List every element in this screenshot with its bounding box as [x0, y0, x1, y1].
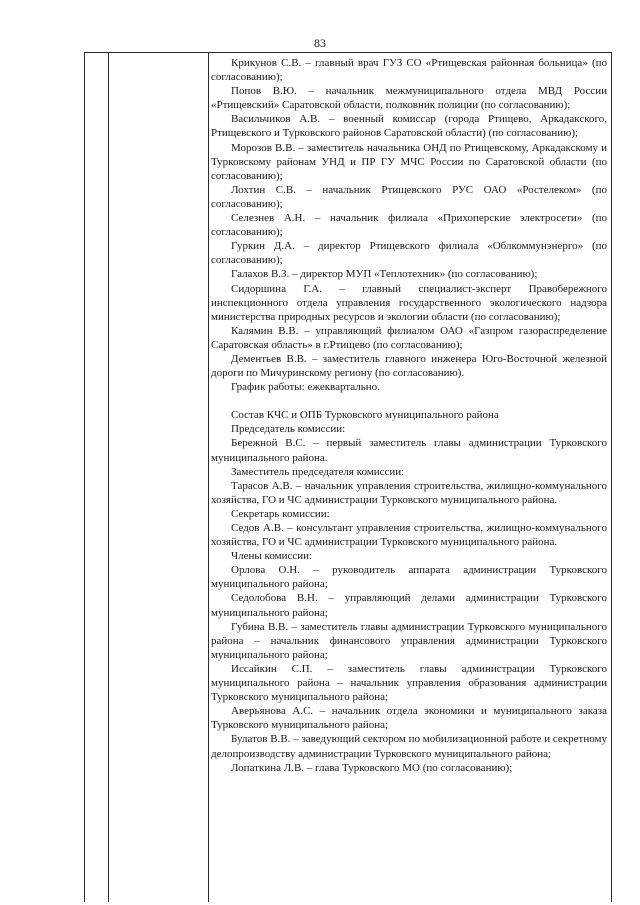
paragraph: Седов А.В. – консультант управления строительства, жилищно-коммунального хозяйства, ГО и ЧС администрации Турковского муниципального района.: [211, 522, 607, 549]
paragraph: Лохтин С.В. – начальник Ртищевского РУС ОАО «Ростелеком» (по согласованию);: [211, 183, 607, 210]
paragraph: Бережной В.С. – первый заместитель главы администрации Турковского муниципального района.: [211, 437, 607, 464]
paragraph: Тарасов А.В. – начальник управления строительства, жилищно-коммунального хозяйства, ГО и ЧС администрации Турковского муниципального района.: [211, 479, 607, 506]
table-cell-text: [211, 56, 607, 775]
paragraph: Крикунов С.В. – главный врач ГУЗ СО «Ртищевская районная больница» (по согласованию);: [211, 57, 607, 84]
table-top-border: [84, 52, 612, 53]
paragraph-gap: [211, 394, 607, 408]
table-column-border: [611, 52, 612, 902]
paragraph: Сидоршина Г.А. – главный специалист-эксперт Правобережного инспекционного отдела управления государственного экологического надзора министерства природных ресурсов и экологии области (по согласованию);: [211, 282, 607, 323]
paragraph: Председатель комиссии:: [231, 423, 346, 436]
page-number: 83: [314, 36, 326, 50]
paragraph: Иссайкин С.П. – заместитель главы администрации Турковского муниципального района – начальник управления образования администрации Турковского муниципального района;: [211, 662, 607, 704]
section-heading: Состав КЧС и ОПБ Турковского муниципального района: [231, 409, 499, 422]
paragraph: Орлова О.Н. – руководитель аппарата администрации Турковского муниципального района;: [211, 564, 607, 591]
table-column-border: [108, 52, 109, 902]
table-column-border: [84, 52, 85, 902]
paragraph: Гуркин Д.А. – директор Ртищевского филиала «Облкоммунэнерго» (по согласованию);: [211, 240, 607, 267]
paragraph: Аверьянова А.С. – начальник отдела экономики и муниципального заказа Турковского муниципального района;: [211, 705, 607, 732]
paragraph: Лопаткина Л.В. – глава Турковского МО (по согласованию);: [231, 761, 513, 774]
paragraph: Калямин В.В. – управляющий филиалом ОАО «Газпром газораспределение Саратовская область» в г.Ртищево (по согласованию);: [211, 324, 607, 351]
paragraph: Морозов В.В. – заместитель начальника ОНД по Ртищевскому, Аркадакскому и Турковскому районам УНД и ПР ГУ МЧС России по Саратовской области (по согласованию);: [211, 141, 607, 182]
paragraph: Седолобова В.Н. – управляющий делами администрации Турковского муниципального района;: [211, 592, 607, 619]
paragraph: Заместитель председателя комиссии:: [231, 465, 405, 478]
document-table: [84, 52, 612, 902]
paragraph: Васильчиков А.В. – военный комиссар (города Ртищево, Аркадакского, Ртищевского и Турковского районов Саратовской области) (по согласованию);: [211, 113, 607, 140]
paragraph: Попов В.Ю. – начальник межмуниципального отдела МВД России «Ртищевский» Саратовской области, полковник полиции (по согласованию);: [211, 85, 607, 112]
paragraph: Секретарь комиссии:: [231, 507, 330, 520]
table-column-border: [208, 52, 209, 902]
paragraph: Галахов В.З. – директор МУП «Теплотехник» (по согласованию);: [231, 268, 538, 281]
paragraph: Члены комиссии:: [231, 550, 313, 563]
paragraph: Дементьев В.В. – заместитель главного инженера Юго-Восточной железной дороги по Мичуринскому региону (по согласованию).: [211, 352, 607, 380]
paragraph: Губина В.В. – заместитель главы администрации Турковского муниципального района – начальник финансового управления администрации Турковского муниципального района;: [211, 620, 607, 661]
paragraph: Булатов В.В. – заведующий сектором по мобилизационной работе и секретному делопроизводству администрации Турковского муниципального района;: [211, 733, 607, 760]
paragraph: График работы: ежеквартально.: [231, 381, 380, 394]
paragraph: Селезнев А.Н. – начальник филиала «Прихоперские электросети» (по согласованию);: [211, 212, 607, 239]
